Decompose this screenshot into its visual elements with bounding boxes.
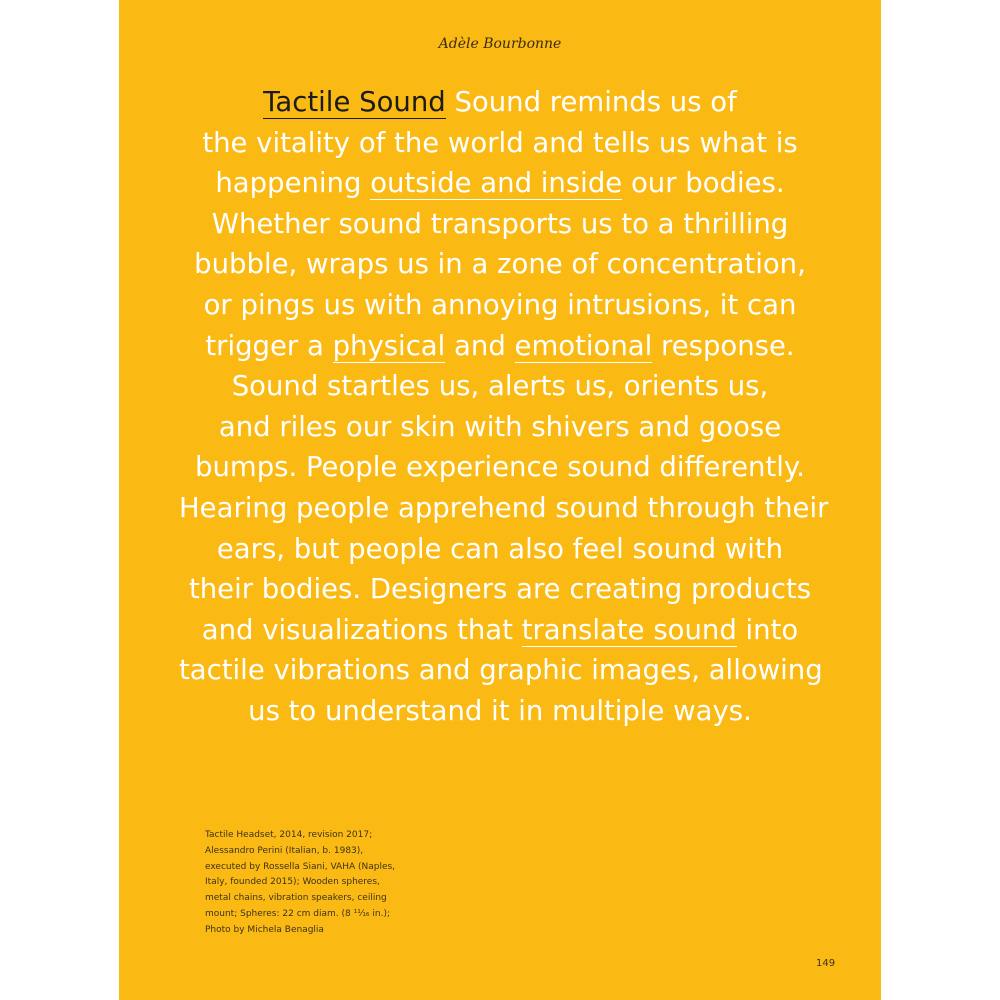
book-page: [119, 0, 881, 1000]
text-segment: Whether sound transports us to a thrilling: [211, 207, 789, 240]
paragraph-line: [179, 488, 829, 529]
text-segment: Sound reminds us of: [445, 86, 737, 118]
text-segment: our bodies.: [622, 167, 785, 200]
text-segment: response.: [652, 329, 795, 362]
paragraph-line: [179, 366, 821, 407]
underlined-phrase: translate sound: [521, 613, 737, 646]
text-segment: Hearing people apprehend sound through their: [179, 491, 829, 524]
caption-line: Alessandro Perini (Italian, b. 1983),: [205, 845, 364, 856]
text-segment: tactile vibrations and graphic images, allowing: [179, 654, 823, 687]
paragraph-line: [179, 244, 821, 285]
paragraph-line: [179, 204, 821, 245]
text-segment: the vitality of the world and tells us what is: [202, 126, 798, 159]
body-paragraph: [179, 82, 829, 732]
text-segment: bumps. People experience sound differently.: [195, 451, 805, 484]
underlined-phrase: outside and inside: [370, 167, 623, 200]
text-segment: and riles our skin with shivers and goose: [218, 410, 782, 443]
paragraph-line: [179, 610, 821, 651]
text-segment: and visualizations that: [201, 613, 522, 646]
text-segment: Sound startles us, alerts us, orients us,: [231, 370, 769, 403]
text-segment: into: [736, 613, 799, 646]
author-name: Adèle Bourbonne: [438, 36, 562, 52]
paragraph-line: [179, 569, 821, 610]
caption-line: Italy, founded 2015); Wooden spheres,: [205, 877, 380, 888]
caption-line: Photo by Michela Benaglia: [205, 924, 324, 935]
text-segment: us to understand it in multiple ways.: [248, 694, 752, 727]
text-segment: ears, but people can also feel sound with: [216, 532, 784, 565]
caption-line: metal chains, vibration speakers, ceiling: [205, 893, 387, 904]
paragraph-line: [179, 691, 821, 732]
paragraph-line: [179, 82, 821, 123]
paragraph-line: [179, 163, 821, 204]
text-segment: trigger a: [205, 329, 333, 362]
paragraph-line: [179, 285, 821, 326]
caption-line: executed by Rossella Siani, VAHA (Naples,: [205, 861, 396, 872]
paragraph-line: [179, 447, 821, 488]
text-segment: and: [445, 329, 515, 362]
text-segment: their bodies. Designers are creating products: [188, 573, 812, 606]
caption-line: mount; Spheres: 22 cm diam. (8 ¹¹⁄₁₆ in.);: [205, 908, 391, 919]
image-caption: [205, 828, 435, 939]
paragraph-line: [179, 650, 821, 691]
paragraph-line: [179, 123, 821, 164]
paragraph-line: [179, 529, 821, 570]
page-number: 149: [816, 958, 836, 969]
text-segment: bubble, wraps us in a zone of concentration,: [194, 248, 806, 281]
paragraph-line: [179, 407, 821, 448]
caption-line: Tactile Headset, 2014, revision 2017;: [205, 830, 373, 840]
underlined-phrase: emotional: [514, 329, 653, 362]
text-segment: happening: [215, 167, 371, 200]
underlined-phrase: physical: [332, 329, 446, 362]
section-heading: Tactile Sound: [263, 86, 446, 118]
text-segment: or pings us with annoying intrusions, it can: [203, 288, 797, 321]
paragraph-line: [179, 326, 821, 367]
